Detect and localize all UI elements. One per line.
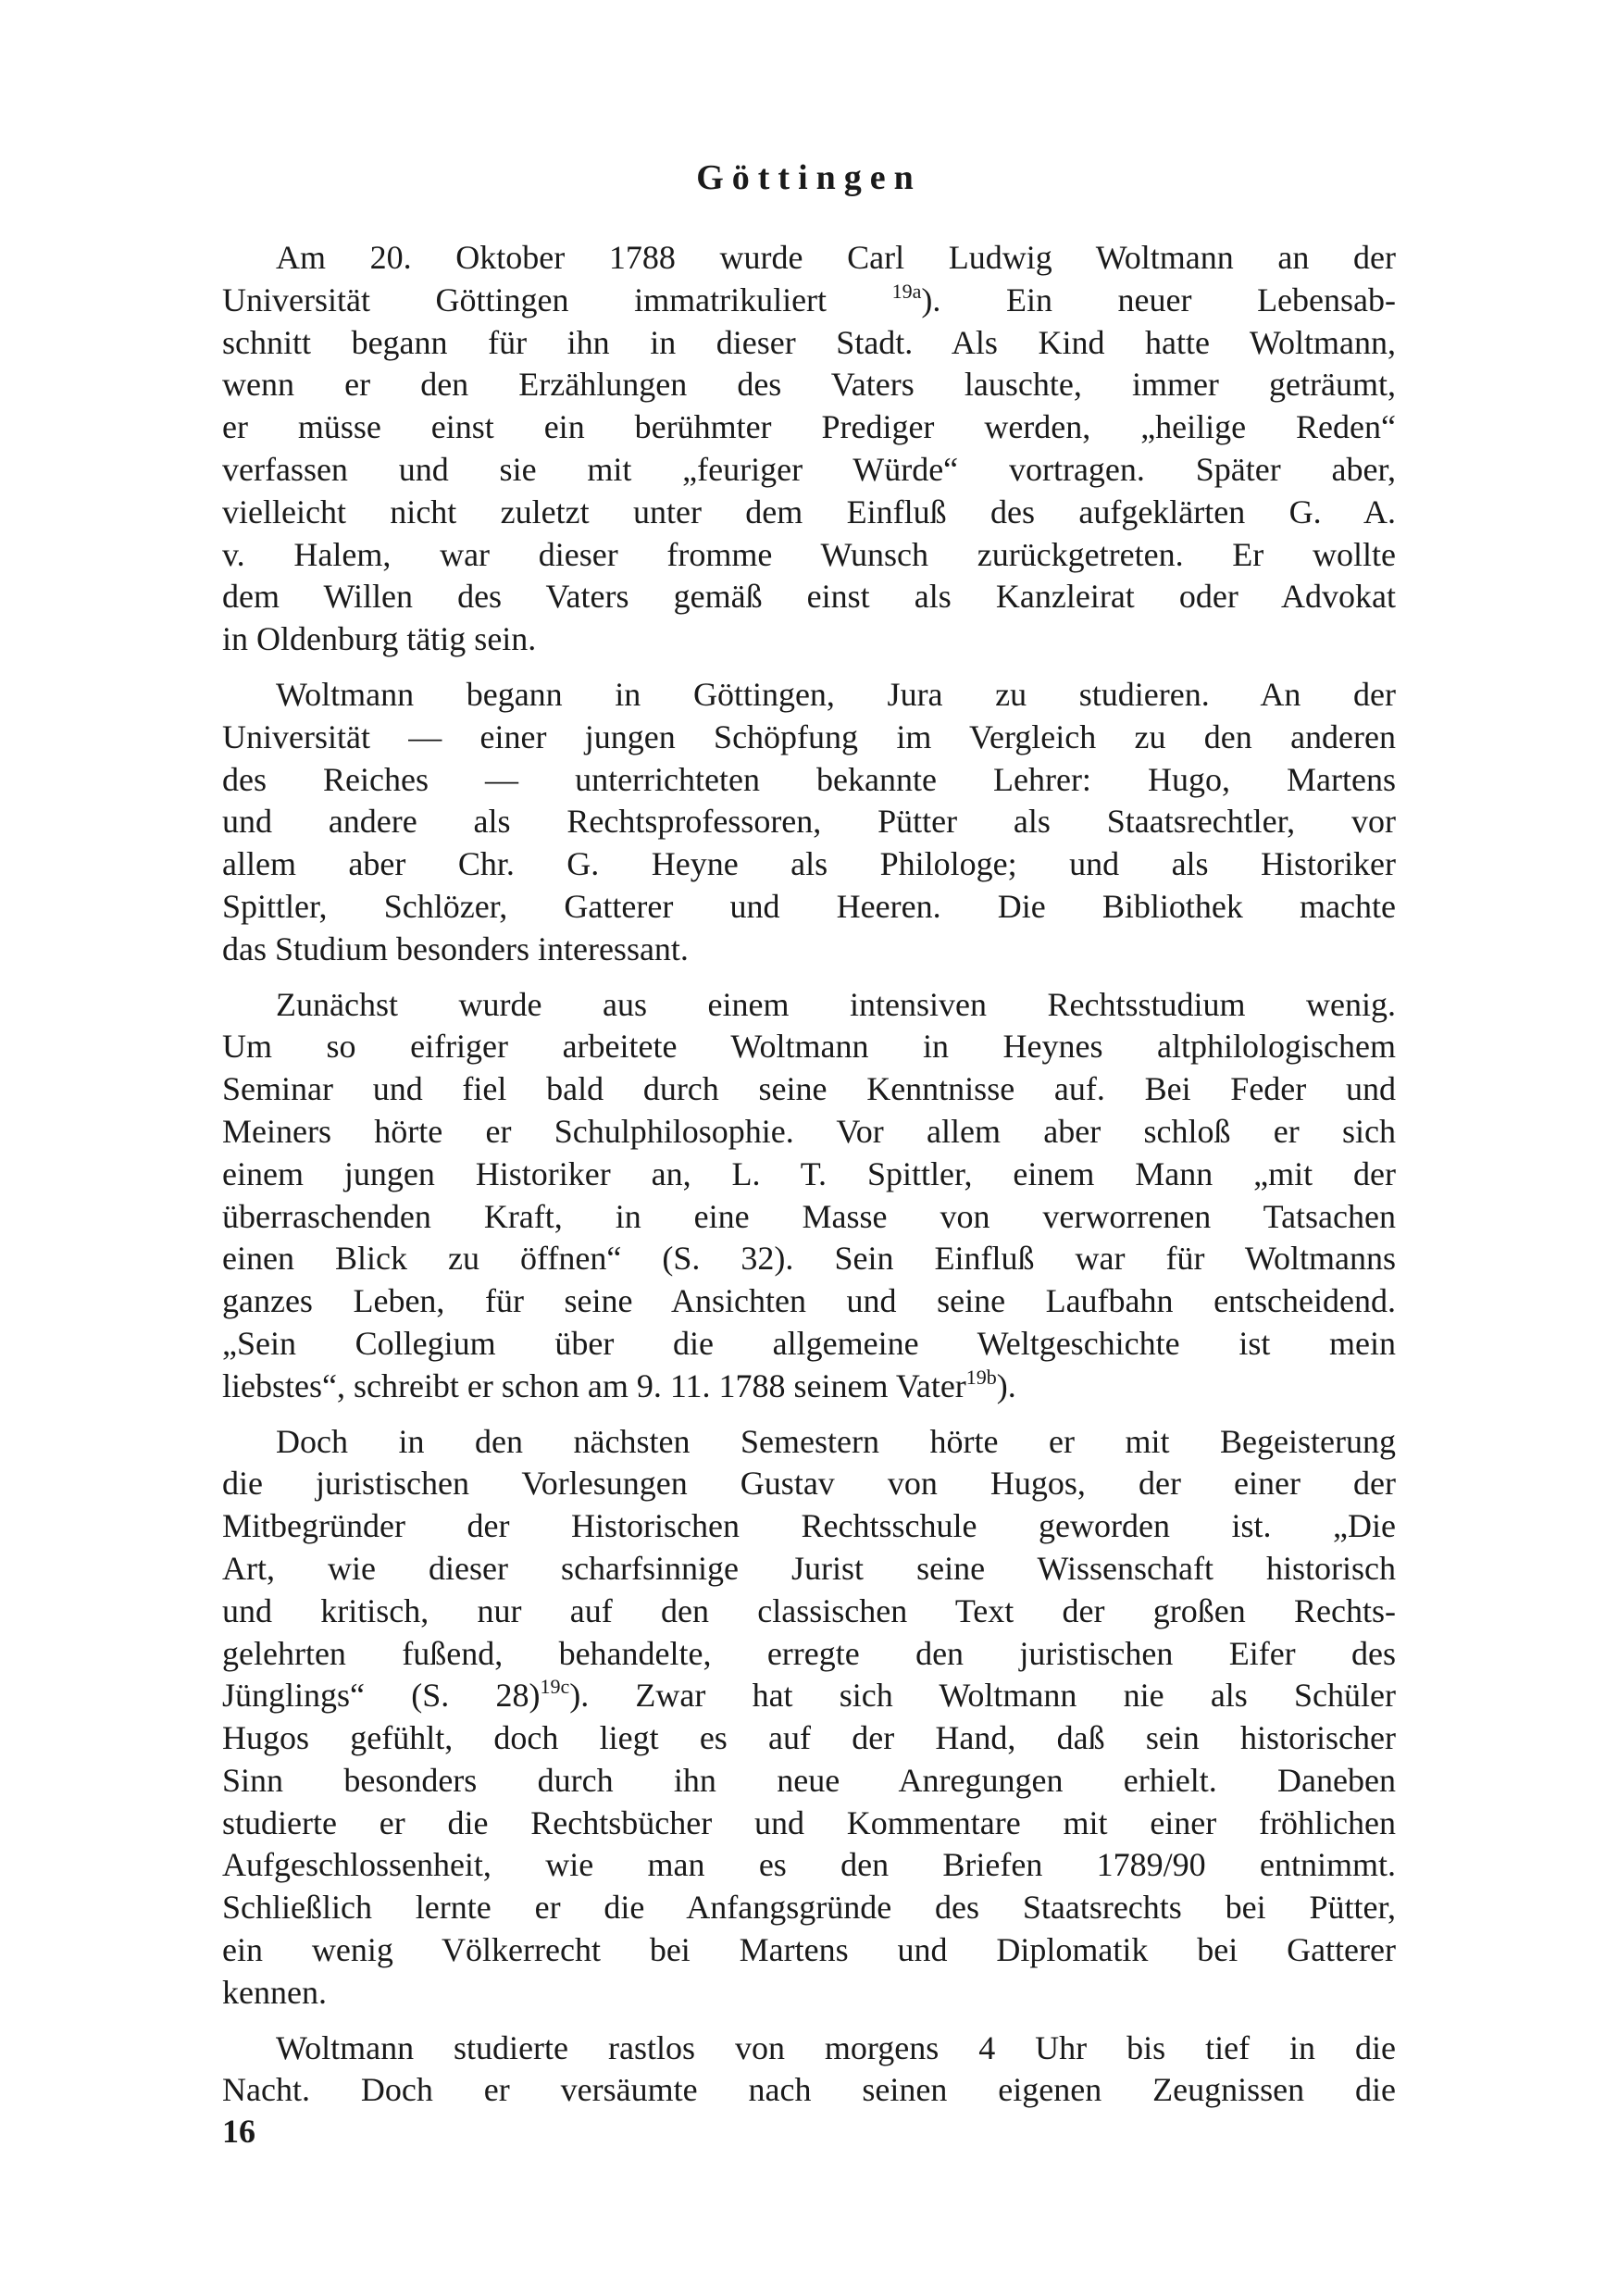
footnote-ref-19a: 19a	[891, 279, 922, 303]
paragraph-2	[222, 674, 1396, 971]
footnote-ref-19b: 19b	[965, 1365, 997, 1389]
text-line-part: liebstes“, schreibt er schon am 9. 11. 1788 seinem Vater	[222, 1366, 966, 1404]
text-line: und kritisch, nur auf den classischen Text der großen Rechts-	[222, 1591, 1396, 1629]
text-line-part: Jünglings“ (S. 28)	[222, 1677, 541, 1715]
text-line-part: ).	[996, 1366, 1016, 1404]
text-line: Mitbegründer der Historischen Rechtsschule geworden ist. „Die	[222, 1507, 1396, 1545]
text-line: Universität — einer jungen Schöpfung im Vergleich zu den anderen	[222, 718, 1396, 755]
paragraph-4	[222, 1421, 1396, 2015]
text-line: einen Blick zu öffnen“ (S. 32). Sein Einfluß war für Woltmanns	[222, 1240, 1396, 1278]
text-line: Aufgeschlossenheit, wie man es den Briefen 1789/90 entnimmt.	[222, 1846, 1396, 1884]
text-line: überraschenden Kraft, in eine Masse von verworrenen Tatsachen	[222, 1197, 1396, 1235]
paragraph-1	[222, 237, 1396, 661]
text-line: Nacht. Doch er versäumte nach seinen eigenen Zeugnissen die	[222, 2071, 1396, 2109]
text-line: verfassen und sie mit „feuriger Würde“ vortragen. Später aber,	[222, 450, 1396, 488]
text-line	[222, 1366, 1396, 1408]
text-line: v. Halem, war dieser fromme Wunsch zurückgetreten. Er wollte	[222, 535, 1396, 573]
text-line: wenn er den Erzählungen des Vaters lauschte, immer geträumt,	[222, 366, 1396, 404]
text-line: einem jungen Historiker an, L. T. Spittler, einem Mann „mit der	[222, 1154, 1396, 1192]
text-line: und andere als Rechtsprofessoren, Pütter als Staatsrechtler, vor	[222, 803, 1396, 841]
text-line: Um so eifriger arbeitete Woltmann in Heynes altphilologischem	[222, 1028, 1396, 1066]
text-line: in Oldenburg tätig sein.	[222, 620, 537, 658]
text-line: gelehrten fußend, behandelte, erregte den juristischen Eifer des	[222, 1634, 1396, 1672]
page-number: 16	[222, 2113, 255, 2150]
text-line-part: Universität Göttingen immatrikuliert	[222, 281, 892, 318]
text-line: Seminar und fiel bald durch seine Kenntnisse auf. Bei Feder und	[222, 1070, 1396, 1108]
text-line	[222, 1675, 1396, 1717]
text-line: ein wenig Völkerrecht bei Martens und Diplomatik bei Gatterer	[222, 1931, 1396, 1969]
text-line: Hugos gefühlt, doch liegt es auf der Hand, daß sein historischer	[222, 1719, 1396, 1757]
text-line	[222, 280, 1396, 322]
text-line-part: ). Ein neuer Lebensab-	[921, 281, 1396, 318]
text-line: allem aber Chr. G. Heyne als Philologe; und als Historiker	[222, 845, 1396, 883]
text-line: kennen.	[222, 1973, 327, 2011]
text-line-part: ). Zwar hat sich Woltmann nie als Schüler	[569, 1677, 1396, 1715]
text-line: die juristischen Vorlesungen Gustav von Hugos, der einer der	[222, 1465, 1396, 1503]
text-line: schnitt begann für ihn in dieser Stadt. Als Kind hatte Woltmann,	[222, 323, 1396, 361]
footnote-ref-19c: 19c	[540, 1675, 570, 1699]
text-line: Am 20. Oktober 1788 wurde Carl Ludwig Woltmann an der	[276, 239, 1396, 276]
text-line: „Sein Collegium über die allgemeine Weltgeschichte ist mein	[222, 1324, 1396, 1362]
text-line: Meiners hörte er Schulphilosophie. Vor allem aber schloß er sich	[222, 1112, 1396, 1150]
text-line: dem Willen des Vaters gemäß einst als Kanzleirat oder Advokat	[222, 578, 1396, 616]
text-line: Woltmann begann in Göttingen, Jura zu studieren. An der	[276, 675, 1396, 713]
text-line: Woltmann studierte rastlos von morgens 4 Uhr bis tief in die	[276, 2028, 1396, 2066]
text-line: vielleicht nicht zuletzt unter dem Einfluß des aufgeklärten G. A.	[222, 493, 1396, 530]
text-line: Doch in den nächsten Semestern hörte er mit Begeisterung	[276, 1422, 1396, 1460]
paragraph-5	[222, 2028, 1396, 2113]
text-line: des Reiches — unterrichteten bekannte Lehrer: Hugo, Martens	[222, 760, 1396, 798]
text-line: studierte er die Rechtsbücher und Kommentare mit einer fröhlichen	[222, 1803, 1396, 1841]
paragraph-3	[222, 984, 1396, 1408]
text-line: er müsse einst ein berühmter Prediger werden, „heilige Reden“	[222, 408, 1396, 446]
text-line: Spittler, Schlözer, Gatterer und Heeren. Die Bibliothek machte	[222, 887, 1396, 925]
text-line: das Studium besonders interessant.	[222, 930, 689, 967]
text-line: Sinn besonders durch ihn neue Anregungen erhielt. Daneben	[222, 1761, 1396, 1799]
text-line: Zunächst wurde aus einem intensiven Rechtsstudium wenig.	[276, 985, 1396, 1023]
chapter-heading: Göttingen	[696, 158, 922, 197]
text-line: Art, wie dieser scharfsinnige Jurist seine Wissenschaft historisch	[222, 1549, 1396, 1587]
body-text	[222, 237, 1396, 2125]
text-line: ganzes Leben, für seine Ansichten und seine Laufbahn entscheidend.	[222, 1282, 1396, 1320]
text-line: Schließlich lernte er die Anfangsgründe des Staatsrechts bei Pütter,	[222, 1889, 1396, 1927]
